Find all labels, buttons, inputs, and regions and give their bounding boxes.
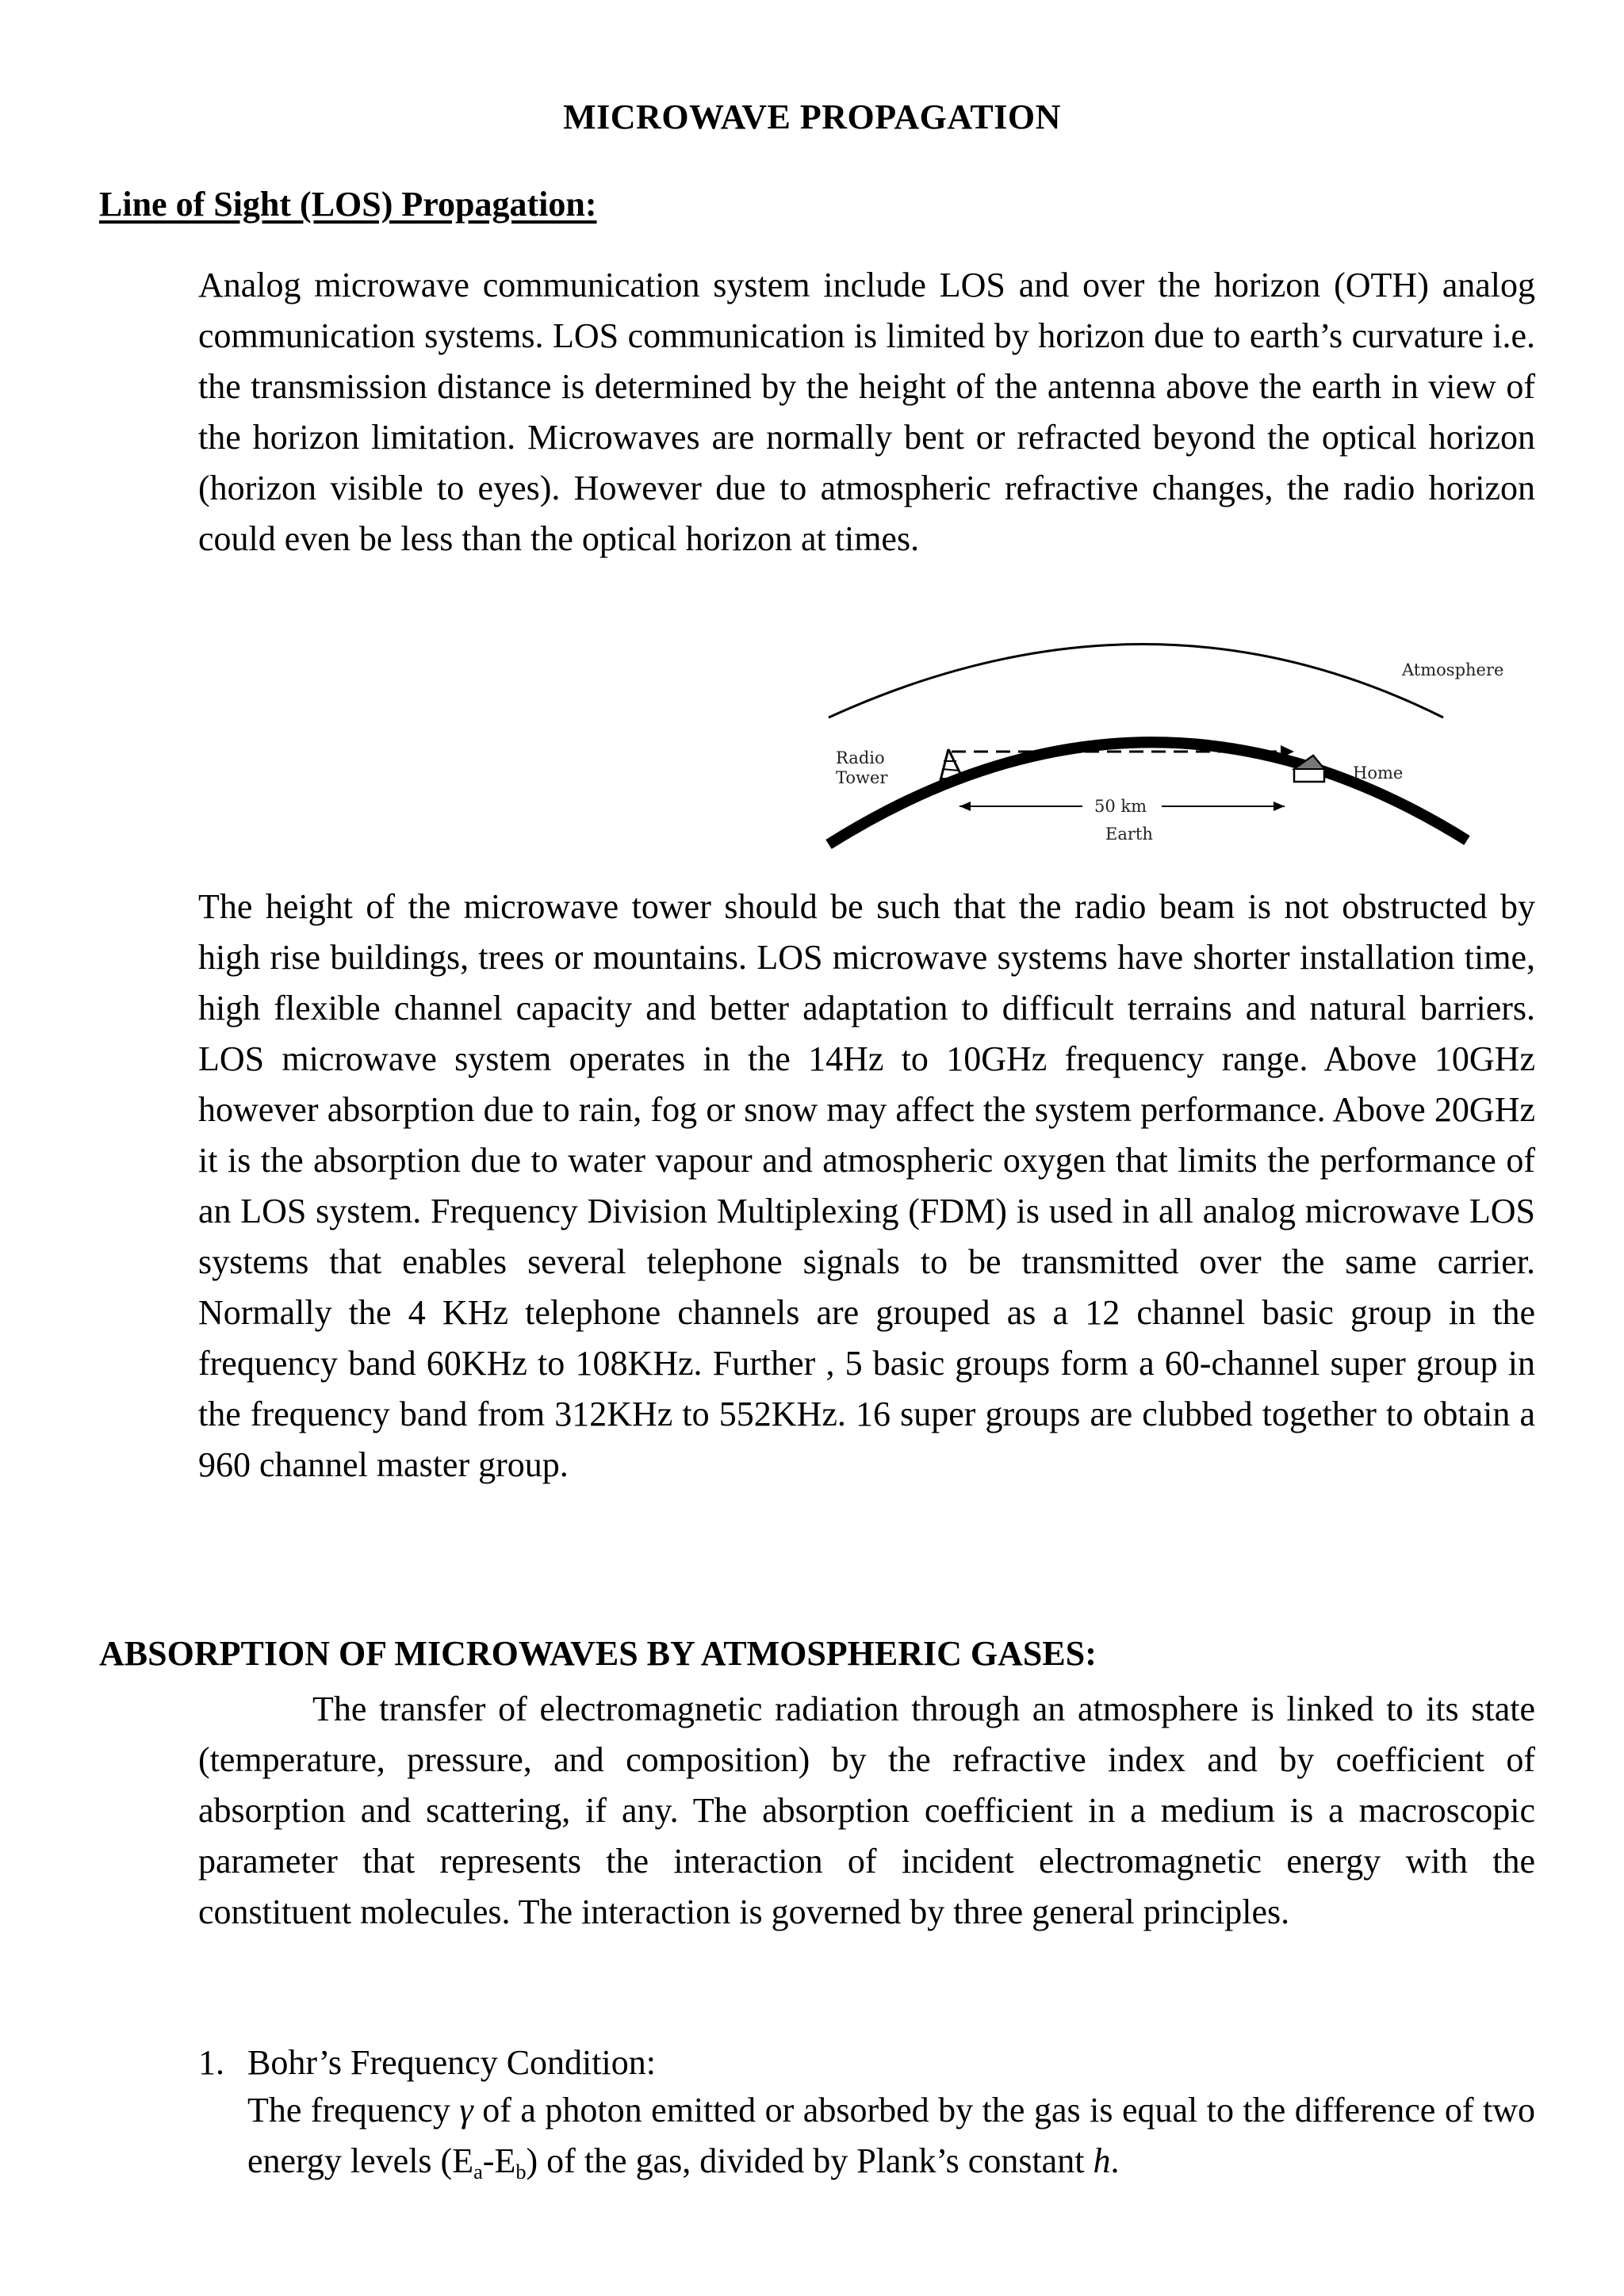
radio-label: Radio <box>836 748 885 767</box>
atmosphere-label: Atmosphere <box>1402 660 1504 679</box>
paragraph-absorption: The transfer of electromagnetic radiation through an atmosphere is linked to its state (temperature, pressure, and composition) by the refractive index and by coefficient of absorption and scattering, if any. The absorption coefficient in a medium is a macroscopic parameter that represents the interaction of incident electromagnetic energy with the constituent molecules. The interaction is governed by three general principles. <box>198 1689 1535 1931</box>
section-heading-absorption: ABSORPTION OF MICROWAVES BY ATMOSPHERIC GASES: <box>99 1634 1097 1673</box>
paragraph-los-intro: Analog microwave communication system include LOS and over the horizon (OTH) analog communication systems. LOS communication is limited by horizon due to earth’s curvature i.e. the transmission distance is determined by the height of the antenna above the earth in view of the horizon limitation. Microwaves are normally bent or refracted beyond the optical horizon (horizon visible to eyes). However due to atmospheric refractive changes, the radio horizon could even be less than the optical horizon at times. <box>198 266 1535 558</box>
home-label: Home <box>1353 763 1404 783</box>
earth-label: Earth <box>1105 825 1153 844</box>
paragraph-los-details: The height of the microwave tower should be such that the radio beam is not obstructed by high rise buildings, trees or mountains. LOS microwave systems have shorter installation time, high flexible channel capacity and better adaptation to difficult terrains and natural barriers. LOS microwave system operates in the 14Hz to 10GHz frequency range. Above 10GHz however absorption due to rain, fog or snow may affect the system performance. Above 20GHz it is the absorption due to water vapour and atmospheric oxygen that limits the performance of an LOS system. Frequency Division Multiplexing (FDM) is used in all analog microwave LOS systems that enables several telephone signals to be transmitted over the same carrier. Normally the 4 KHz telephone channels are grouped as a 12 channel basic group in the frequency band 60KHz to 108KHz. Further , 5 basic groups form a 60-channel super group in the frequency band from 312KHz to 552KHz. 16 super groups are clubbed together to obtain a 960 channel master group. <box>198 887 1535 1484</box>
distance-label: 50 km <box>1094 797 1147 816</box>
atmosphere-arc <box>829 645 1443 718</box>
tower-label: Tower <box>836 768 888 787</box>
distance-arrow-right <box>1274 802 1285 811</box>
list-number-1: 1. <box>198 2043 224 2082</box>
section-heading-los: Line of Sight (LOS) Propagation: <box>99 185 597 224</box>
distance-arrow-left <box>959 802 971 811</box>
list-item-body-bohr: The frequency γ of a photon emitted or absorbed by the gas is equal to the difference of two energy levels $(E_a-E_b)$ of the gas, divided by Plank’s constant h. <box>247 2091 1535 2183</box>
gamma-symbol: γ <box>459 2091 473 2130</box>
page-title: MICROWAVE PROPAGATION <box>563 98 1061 136</box>
planck-h-symbol: h <box>1093 2141 1111 2180</box>
los-propagation-figure <box>809 634 1538 864</box>
list-item-heading-bohr: Bohr’s Frequency Condition: <box>247 2043 656 2082</box>
